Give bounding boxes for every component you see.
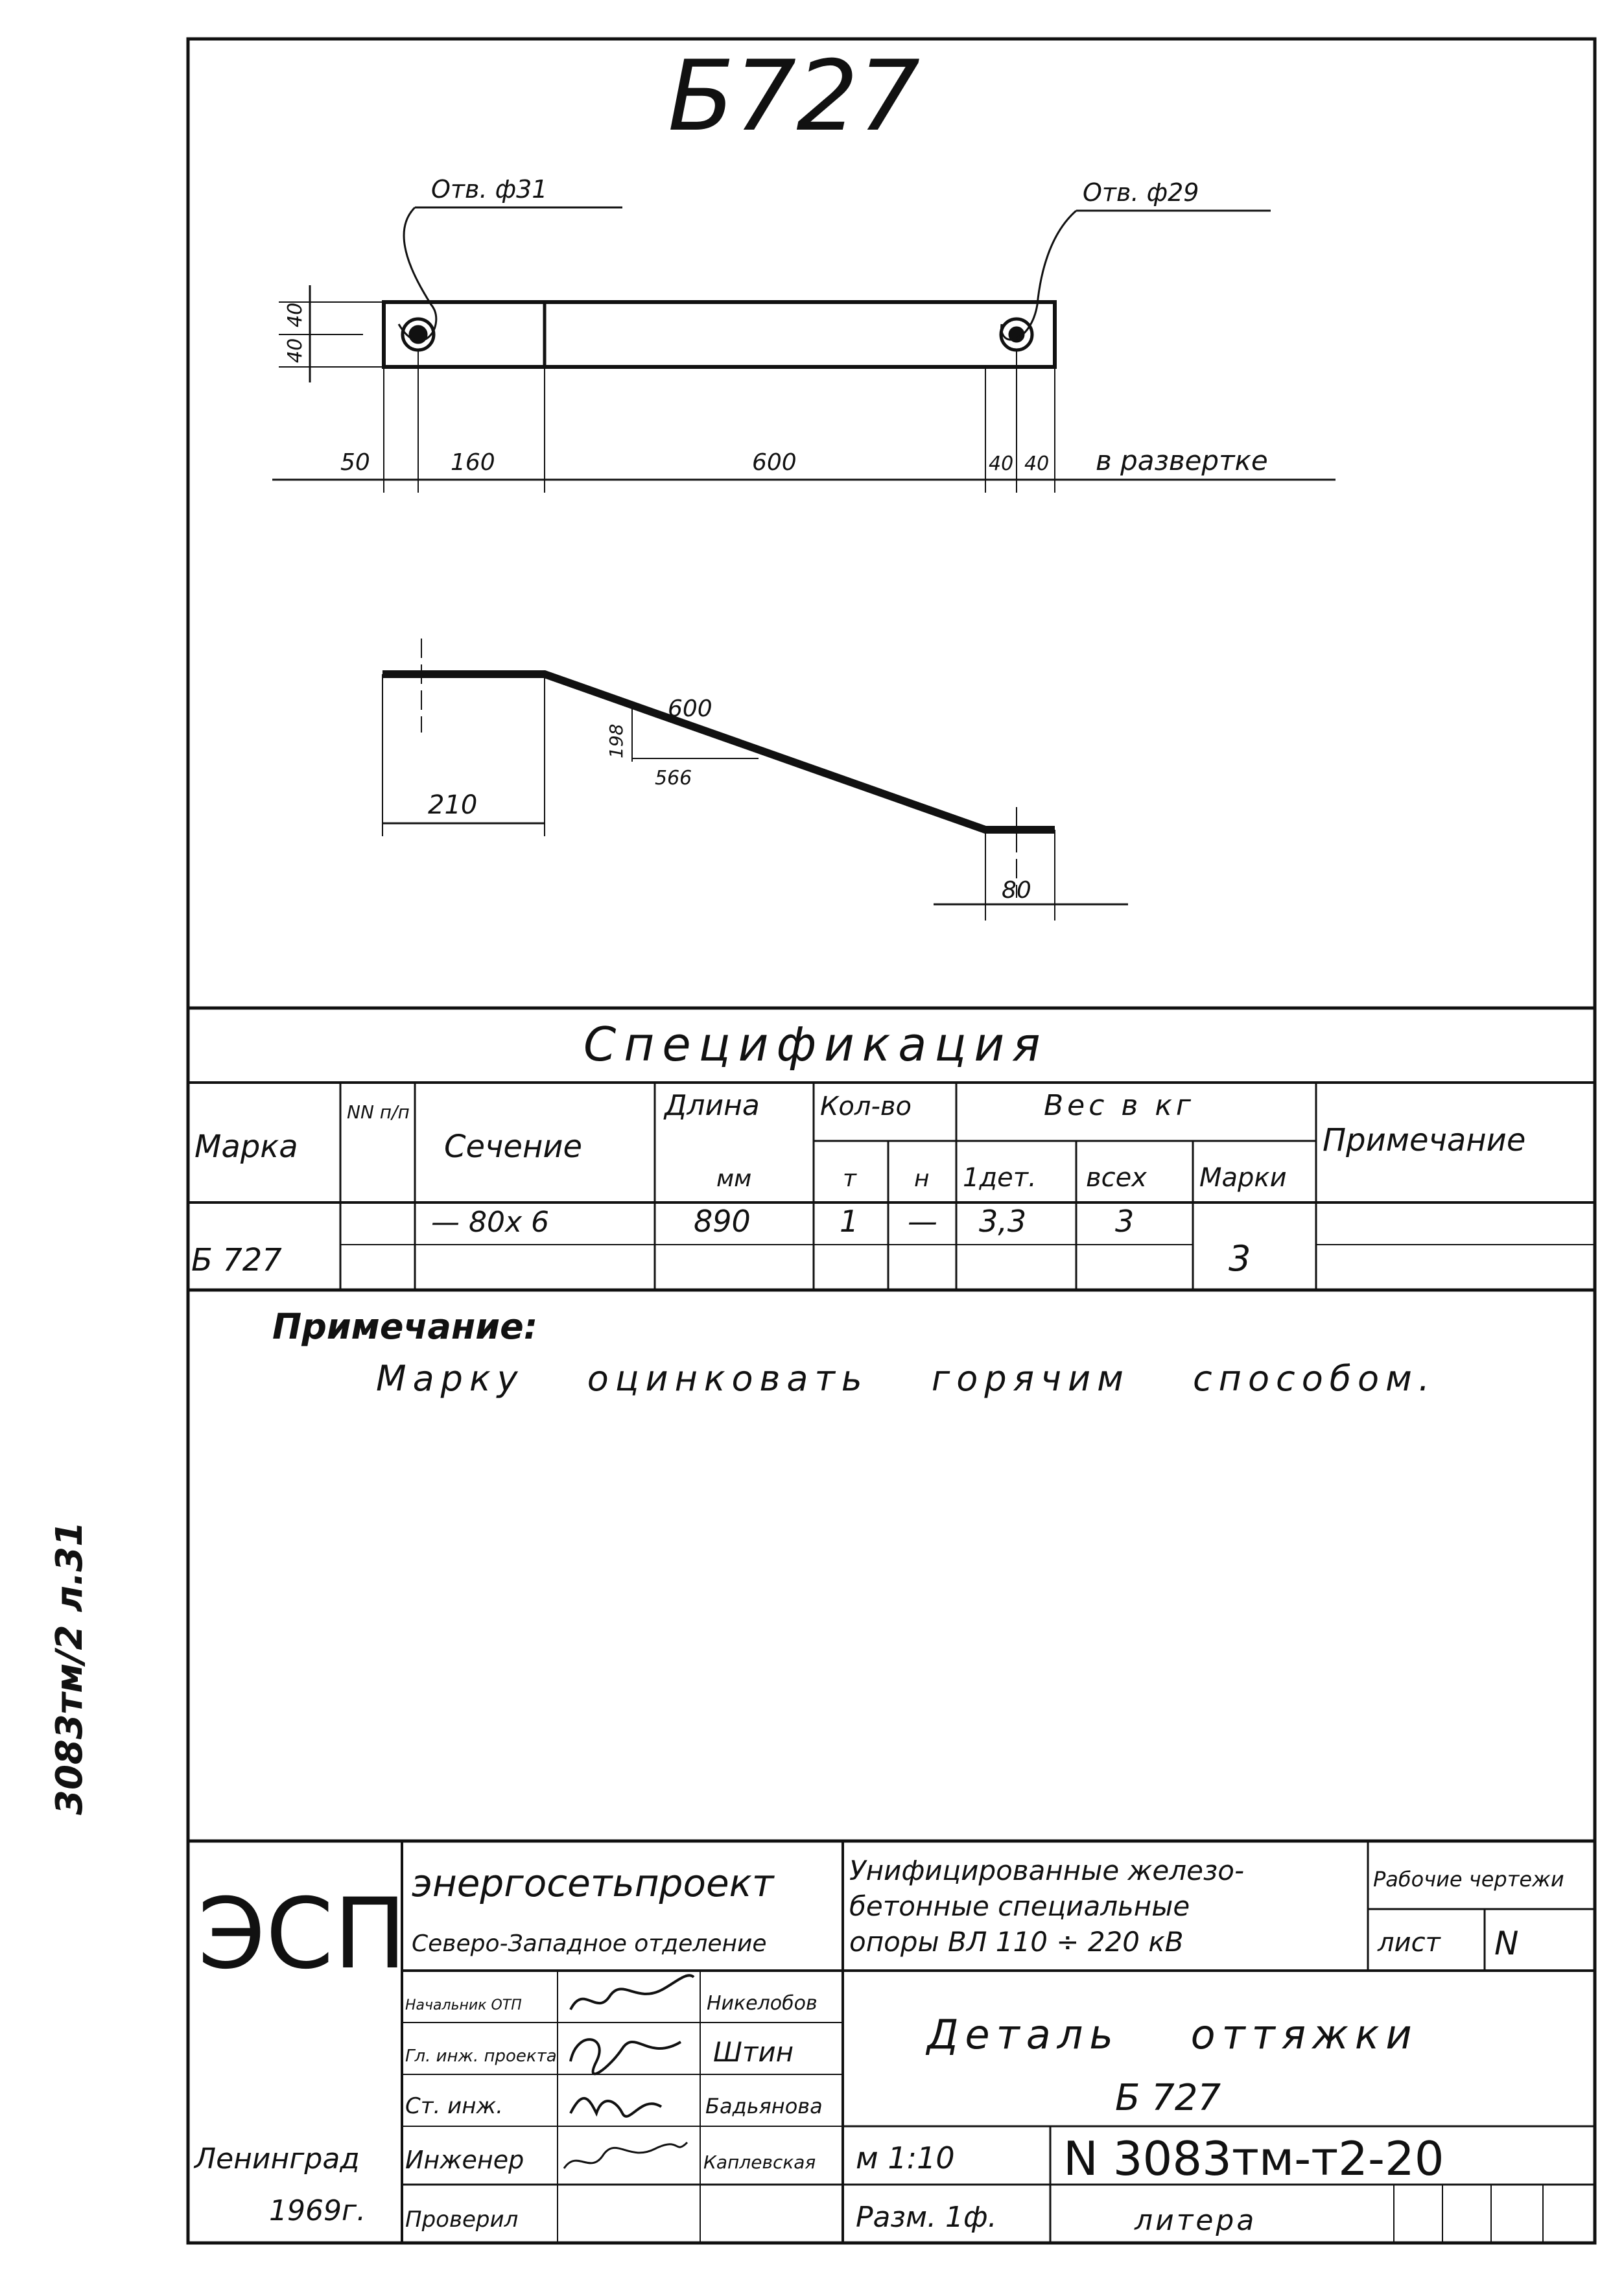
- project-line3: опоры ВЛ 110 ÷ 220 кВ: [849, 1926, 1184, 1958]
- sheet-value: N: [1494, 1925, 1519, 1962]
- signature-2: [571, 2039, 681, 2074]
- cell-qty-n: —: [908, 1204, 937, 1239]
- dim-40a: 40: [989, 452, 1014, 475]
- spec-title: Спецификация: [583, 1017, 1048, 1072]
- col-qty-t: т: [843, 1166, 856, 1192]
- col-qty: Кол-во: [820, 1092, 912, 1121]
- doc-number: N 3083тм-т2-20: [1063, 2131, 1444, 2186]
- part-mark: Б 727: [1115, 2077, 1221, 2119]
- dim-160: 160: [451, 449, 495, 476]
- signature-1: [571, 1975, 694, 2010]
- cell-weight-mark: 3: [1229, 1238, 1251, 1279]
- col-weight-one: 1дет.: [963, 1163, 1037, 1193]
- cell-section: — 80х 6: [431, 1206, 549, 1239]
- col-weight-mark: Марки: [1199, 1163, 1287, 1193]
- cell-qty-t: 1: [840, 1204, 859, 1239]
- col-length-unit: мм: [716, 1166, 752, 1192]
- org-name: энергосетьпроект: [412, 1861, 774, 1905]
- side-dimensions: [428, 696, 1031, 904]
- dim-210: 210: [428, 790, 478, 820]
- org-division: Северо-Западное отделение: [412, 1930, 767, 1957]
- project-line1: Унифицированные железо-: [849, 1855, 1245, 1886]
- cell-mark: Б 727: [191, 1242, 282, 1278]
- logo: ЭСП: [198, 1878, 407, 1991]
- dim-198: 198: [606, 723, 627, 758]
- role-5: Проверил: [405, 2207, 519, 2233]
- side-reference: 3083тм/2 л.31: [49, 1521, 91, 1815]
- mark-title: Б727: [668, 40, 921, 153]
- part-name: Деталь оттяжки: [927, 2011, 1418, 2058]
- signature-4: [564, 2142, 687, 2168]
- note-text: Марку оцинковать горячим способом.: [376, 1358, 1436, 1399]
- format: Разм. 1ф.: [856, 2201, 997, 2234]
- col-index: NN п/п: [347, 1101, 410, 1123]
- cell-weight-one: 3,3: [979, 1204, 1027, 1239]
- col-section: Сечение: [444, 1129, 583, 1165]
- dim-600-slope: 600: [668, 696, 712, 722]
- dim-50: 50: [340, 449, 370, 476]
- city: Ленинград: [194, 2142, 360, 2176]
- spec-table-text: [191, 1089, 1525, 1279]
- name-2: Штин: [713, 2036, 794, 2068]
- litera: литера: [1135, 2204, 1257, 2237]
- hole-right-label: Отв. ф29: [1083, 178, 1199, 207]
- dim-80: 80: [1002, 877, 1031, 904]
- dim-v2: 40: [284, 338, 307, 363]
- sheet-label: лист: [1378, 1928, 1441, 1958]
- col-weight: Вес в кг: [1044, 1089, 1195, 1122]
- dim-40b: 40: [1024, 452, 1050, 475]
- cell-length: 890: [694, 1204, 751, 1239]
- signature-3: [571, 2098, 661, 2117]
- title-block-text: [193, 1855, 1564, 2237]
- role-1: Начальник ОТП: [405, 1997, 522, 2013]
- note-heading: Примечание:: [272, 1306, 538, 1347]
- role-4: Инженер: [405, 2146, 524, 2174]
- unfolded-label: в развертке: [1096, 445, 1268, 476]
- cell-weight-all: 3: [1115, 1204, 1135, 1239]
- dim-566: 566: [655, 767, 692, 790]
- col-length: Длина: [665, 1089, 760, 1122]
- year: 1969г.: [269, 2194, 366, 2227]
- col-mark: Марка: [194, 1129, 298, 1165]
- dim-600: 600: [752, 449, 797, 476]
- col-weight-all: всех: [1086, 1163, 1147, 1193]
- dim-v1: 40: [284, 302, 307, 327]
- col-qty-n: н: [914, 1166, 930, 1192]
- name-3: Бадьянова: [705, 2094, 823, 2118]
- role-3: Ст. инж.: [405, 2093, 503, 2119]
- name-4: Каплевская: [703, 2152, 816, 2173]
- doc-kind: Рабочие чертежи: [1373, 1867, 1564, 1892]
- col-note: Примечание: [1323, 1122, 1526, 1158]
- role-2: Гл. инж. проекта: [405, 2047, 557, 2066]
- hole-left-label: Отв. ф31: [431, 175, 548, 204]
- scale: м 1:10: [856, 2140, 955, 2176]
- name-1: Никелобов: [707, 1992, 818, 2015]
- project-line2: бетонные специальные: [849, 1890, 1190, 1922]
